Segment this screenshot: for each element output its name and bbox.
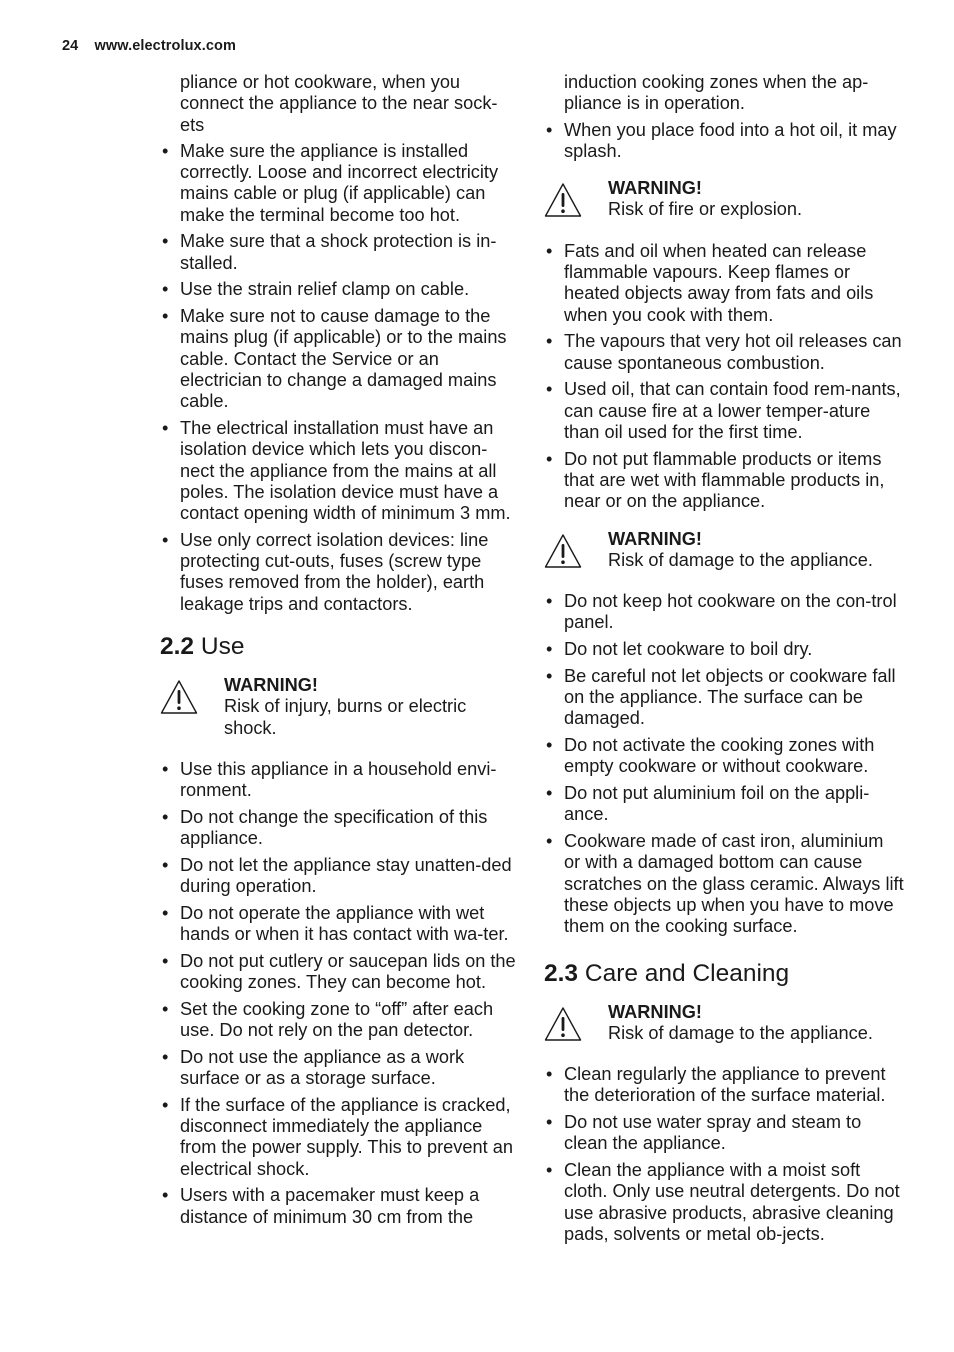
list-item-text: Do not activate the cooking zones with empty cookware or without cookware.: [564, 735, 875, 777]
list-item: [544, 1112, 904, 1155]
bullet-icon: •: [546, 665, 553, 686]
page-header: [62, 38, 236, 54]
list-item-text: Do not let cookware to boil dry.: [564, 639, 813, 660]
bullet-icon: •: [162, 806, 169, 827]
list-item-text: Set the cooking zone to “off” after each use. Do not rely on the pan detector.: [180, 998, 494, 1041]
page-number: 24: [62, 38, 79, 54]
list-item: [544, 241, 904, 326]
section-heading-use: [160, 633, 520, 661]
section-title: Use: [200, 633, 245, 661]
bullet-icon: •: [162, 758, 169, 779]
list-item: [160, 1047, 520, 1090]
bullet-icon: •: [546, 591, 553, 612]
list-item-text: Clean regularly the appliance to prevent the deterioration of the surface material.: [564, 1064, 886, 1106]
bullet-icon: •: [162, 418, 169, 439]
list-item: [544, 449, 904, 513]
bullet-icon: •: [162, 140, 169, 161]
list-item: [544, 666, 904, 730]
warning-triangle-icon: [160, 679, 198, 715]
bullet-icon: •: [162, 1094, 169, 1115]
list-item: [160, 1095, 520, 1180]
list-item: [544, 831, 904, 937]
bullet-icon: •: [162, 231, 169, 252]
warning-title: WARNING!: [224, 675, 318, 696]
bullet-icon: •: [546, 831, 553, 852]
warning-triangle-icon: [544, 1006, 582, 1042]
left-column: [160, 72, 520, 1233]
bullet-icon: •: [162, 306, 169, 327]
list-item-text: Do not keep hot cookware on the con-trol panel.: [564, 591, 897, 633]
bullet-icon: •: [546, 1112, 553, 1133]
list-item: [160, 1185, 520, 1228]
bullet-list: [160, 759, 520, 1228]
list-item: [160, 418, 520, 524]
bullet-icon: •: [546, 735, 553, 756]
bullet-icon: •: [546, 448, 553, 469]
list-item-text: Use the strain relief clamp on cable.: [180, 279, 470, 300]
list-item: [544, 331, 904, 374]
list-item-text: Do not put cutlery or saucepan lids on the cooking zones. They can become hot.: [180, 950, 516, 993]
bullet-list: [544, 1064, 904, 1245]
list-item-text: When you place food into a hot oil, it may splash.: [564, 119, 897, 161]
list-item-text: If the surface of the appliance is cracked, disconnect immediately the appliance from the power supply. This to prevent an electrical shock.: [180, 1094, 513, 1179]
list-item-text: Fats and oil when heated can release flammable vapours. Keep flames or heated objects away from fats and oils when you cook with them.: [564, 240, 874, 325]
warning-text: Risk of damage to the appliance.: [608, 549, 873, 570]
list-item-text: Do not operate the appliance with wet hands or when it has contact with wa-ter.: [180, 902, 509, 945]
list-item-text: Do not put aluminium foil on the appli-ance.: [564, 783, 870, 825]
section-heading-care-and-cleaning: [544, 960, 904, 988]
bullet-icon: •: [162, 1046, 169, 1067]
warning-box: [544, 529, 904, 572]
bullet-icon: •: [162, 950, 169, 971]
list-item-text: Do not let the appliance stay unatten-ded during operation.: [180, 854, 512, 897]
list-item: [544, 783, 904, 826]
section-number: 2.2: [160, 633, 195, 661]
warning-text: Risk of fire or explosion.: [608, 199, 803, 220]
bullet-icon: •: [546, 1160, 553, 1181]
list-item-text: Clean the appliance with a moist soft cloth. Only use neutral detergents. Do not use abrasive products, abrasive cleaning pads, solvents or metal ob-jects.: [564, 1160, 900, 1244]
warning-box: [160, 675, 520, 739]
list-item-text: Use only correct isolation devices: line protecting cut-outs, fuses (screw type fuses removed from the holder), earth leakage trips and contactors.: [180, 529, 489, 614]
bullet-list: [544, 120, 904, 163]
list-item-text: Do not put flammable products or items that are wet with flammable products in, near or on the appliance.: [564, 448, 885, 512]
warning-title: WARNING!: [608, 528, 702, 549]
warning-text: Risk of injury, burns or electric shock.: [224, 696, 467, 738]
right-column: [544, 72, 904, 1251]
section-title: Care and Cleaning: [584, 959, 790, 987]
bullet-icon: •: [546, 783, 553, 804]
list-item: [544, 639, 904, 660]
list-item: [544, 735, 904, 778]
bullet-icon: •: [546, 1064, 553, 1085]
warning-box: [544, 1002, 904, 1045]
list-item: [160, 306, 520, 412]
list-item: [160, 141, 520, 226]
warning-triangle-icon: [544, 533, 582, 569]
list-item: [544, 1064, 904, 1107]
bullet-list: [160, 141, 520, 615]
list-item: [160, 279, 520, 300]
list-item: [544, 379, 904, 443]
list-item-text: Cookware made of cast iron, aluminium or with a damaged bottom can cause scratches on the glass ceramic. Always lift these objects up when you have to move them on the cooking surface.: [564, 831, 904, 937]
warning-box: [544, 178, 904, 221]
bullet-list: [544, 241, 904, 513]
bullet-icon: •: [162, 529, 169, 550]
bullet-icon: •: [162, 902, 169, 923]
bullet-icon: •: [546, 119, 553, 140]
list-item: [544, 120, 904, 163]
list-item: [160, 231, 520, 274]
bullet-icon: •: [162, 854, 169, 875]
bullet-icon: •: [162, 1185, 169, 1206]
list-item: [160, 759, 520, 802]
site-url: www.electrolux.com: [94, 38, 236, 54]
bullet-icon: •: [546, 331, 553, 352]
list-item-text: Make sure that a shock protection is in-stalled.: [180, 231, 497, 273]
list-item: [160, 999, 520, 1042]
list-item: [160, 903, 520, 946]
list-item-text: Make sure not to cause damage to the mains plug (if applicable) or to the mains cable. Contact the Service or an electrician to change a damaged mains cable.: [180, 306, 507, 412]
list-item: [544, 1160, 904, 1245]
list-item-text: Used oil, that can contain food rem-nants, can cause fire at a lower temper-ature than oil used for the first time.: [564, 379, 901, 442]
list-item-text: The electrical installation must have an isolation device which lets you discon-nect the appliance from the mains at all poles. The isolation device must have a contact opening width of minimum 3 mm.: [180, 418, 511, 524]
list-item: [160, 855, 520, 898]
list-item-text: The vapours that very hot oil releases can cause spontaneous combustion.: [564, 331, 902, 373]
bullet-icon: •: [546, 639, 553, 660]
bullet-icon: •: [162, 998, 169, 1019]
bullet-list: [544, 591, 904, 937]
bullet-icon: •: [546, 379, 553, 400]
list-item: [160, 951, 520, 994]
list-item-text: Do not change the specification of this appliance.: [180, 806, 488, 849]
continuation-text: induction cooking zones when the ap-pliance is in operation.: [564, 72, 869, 114]
continuation-text: pliance or hot cookware, when you connect the appliance to the near sock-ets: [180, 72, 498, 135]
warning-title: WARNING!: [608, 178, 702, 199]
list-item-text: Be careful not let objects or cookware fall on the appliance. The surface can be damaged.: [564, 665, 896, 729]
list-item-text: Users with a pacemaker must keep a distance of minimum 30 cm from the: [180, 1185, 480, 1227]
list-item: [160, 807, 520, 850]
list-item-text: Do not use water spray and steam to clean the appliance.: [564, 1112, 862, 1154]
list-item: [160, 530, 520, 615]
warning-text: Risk of damage to the appliance.: [608, 1022, 873, 1043]
warning-title: WARNING!: [608, 1001, 702, 1022]
list-item-text: Use this appliance in a household envi-ronment.: [180, 758, 497, 801]
section-number: 2.3: [544, 959, 579, 987]
bullet-icon: •: [162, 279, 169, 300]
list-item: [544, 591, 904, 634]
warning-triangle-icon: [544, 182, 582, 218]
list-item-text: Make sure the appliance is installed correctly. Loose and incorrect electricity mains cable or plug (if applicable) can make the terminal become too hot.: [180, 140, 499, 225]
list-item-text: Do not use the appliance as a work surface or as a storage surface.: [180, 1046, 465, 1089]
bullet-icon: •: [546, 240, 553, 261]
